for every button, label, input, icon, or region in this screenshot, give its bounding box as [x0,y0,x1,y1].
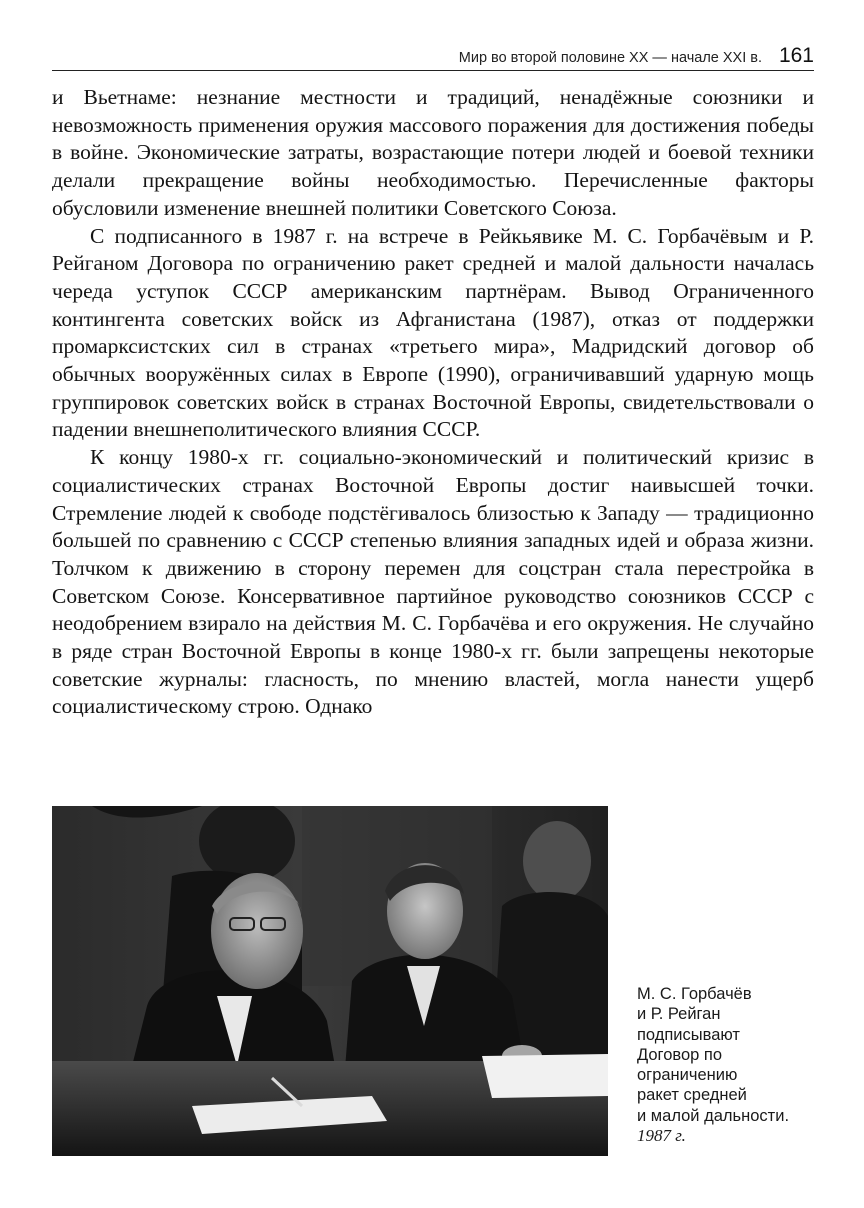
caption-line: М. С. Горбачёв [637,985,752,1003]
body-text [52,84,814,721]
caption-year: 1987 г. [637,1126,686,1146]
caption-line: подписывают [637,1025,740,1044]
caption-line: ограничению [637,1066,738,1085]
running-title: Мир во второй половине XX — начале XXI в. [458,50,762,66]
paragraph-eastern-europe-crisis: К концу 1980-х гг. социально-экономический и политический кризис в социалистических странах Восточной Европы достиг наивысшей точки. Стремление людей к свободе подстёгивалось близостью к Западу — традиционно большей по сравнению с СССР степенью влияния западных идей и образа жизни. Толчком к движению в сторону перемен для соцстран стала перестройка в Советском Союзе. Консервативное партийное руководство союзников СССР с неодобрением взирало на действия М. С. Горбачёва и его окружения. Не случайно в ряде стран Восточной Европы в конце 1980-х гг. были запрещены некоторые советские журналы: гласность, по мнению властей, могла нанести ущерб социалистическому строю. Однако [52,445,814,719]
photo-caption [637,984,827,1146]
paragraph-continuation: и Вьетнаме: незнание местности и традиций, ненадёжные союзники и невозможность применения оружия массового поражения для достижения победы в войне. Экономические затраты, возрастающие потери людей и боевой техники делали прекращение войны необходимостью. Перечисленные факторы обусловили изменение внешней политики Советского Союза. [52,85,814,220]
caption-line: Договор по [637,1045,722,1064]
paragraph-reykjavik-treaty: С подписанного в 1987 г. на встрече в Рейкьявике М. С. Горбачёвым и Р. Рейганом Договора по ограничению ракет средней и малой дальности началась череда уступок СССР американским партнёрам. Вывод Ограниченного контингента советских войск из Афганистана (1987), отказ от поддержки промарксистских сил в странах «третьего мира», Мадридский договор об обычных вооружённых силах в Европе (1990), ограничивавший ударную мощь группировок советских войск в странах Восточной Европы, свидетельствовали о падении внешнеполитического влияния СССР. [52,223,814,442]
page-number: 161 [778,44,814,67]
caption-line: и малой дальности. [637,1106,790,1125]
caption-line: ракет средней [637,1086,747,1105]
running-header [52,40,814,71]
caption-line: и Р. Рейган [637,1005,721,1024]
photo-treaty-signing [52,806,608,1156]
